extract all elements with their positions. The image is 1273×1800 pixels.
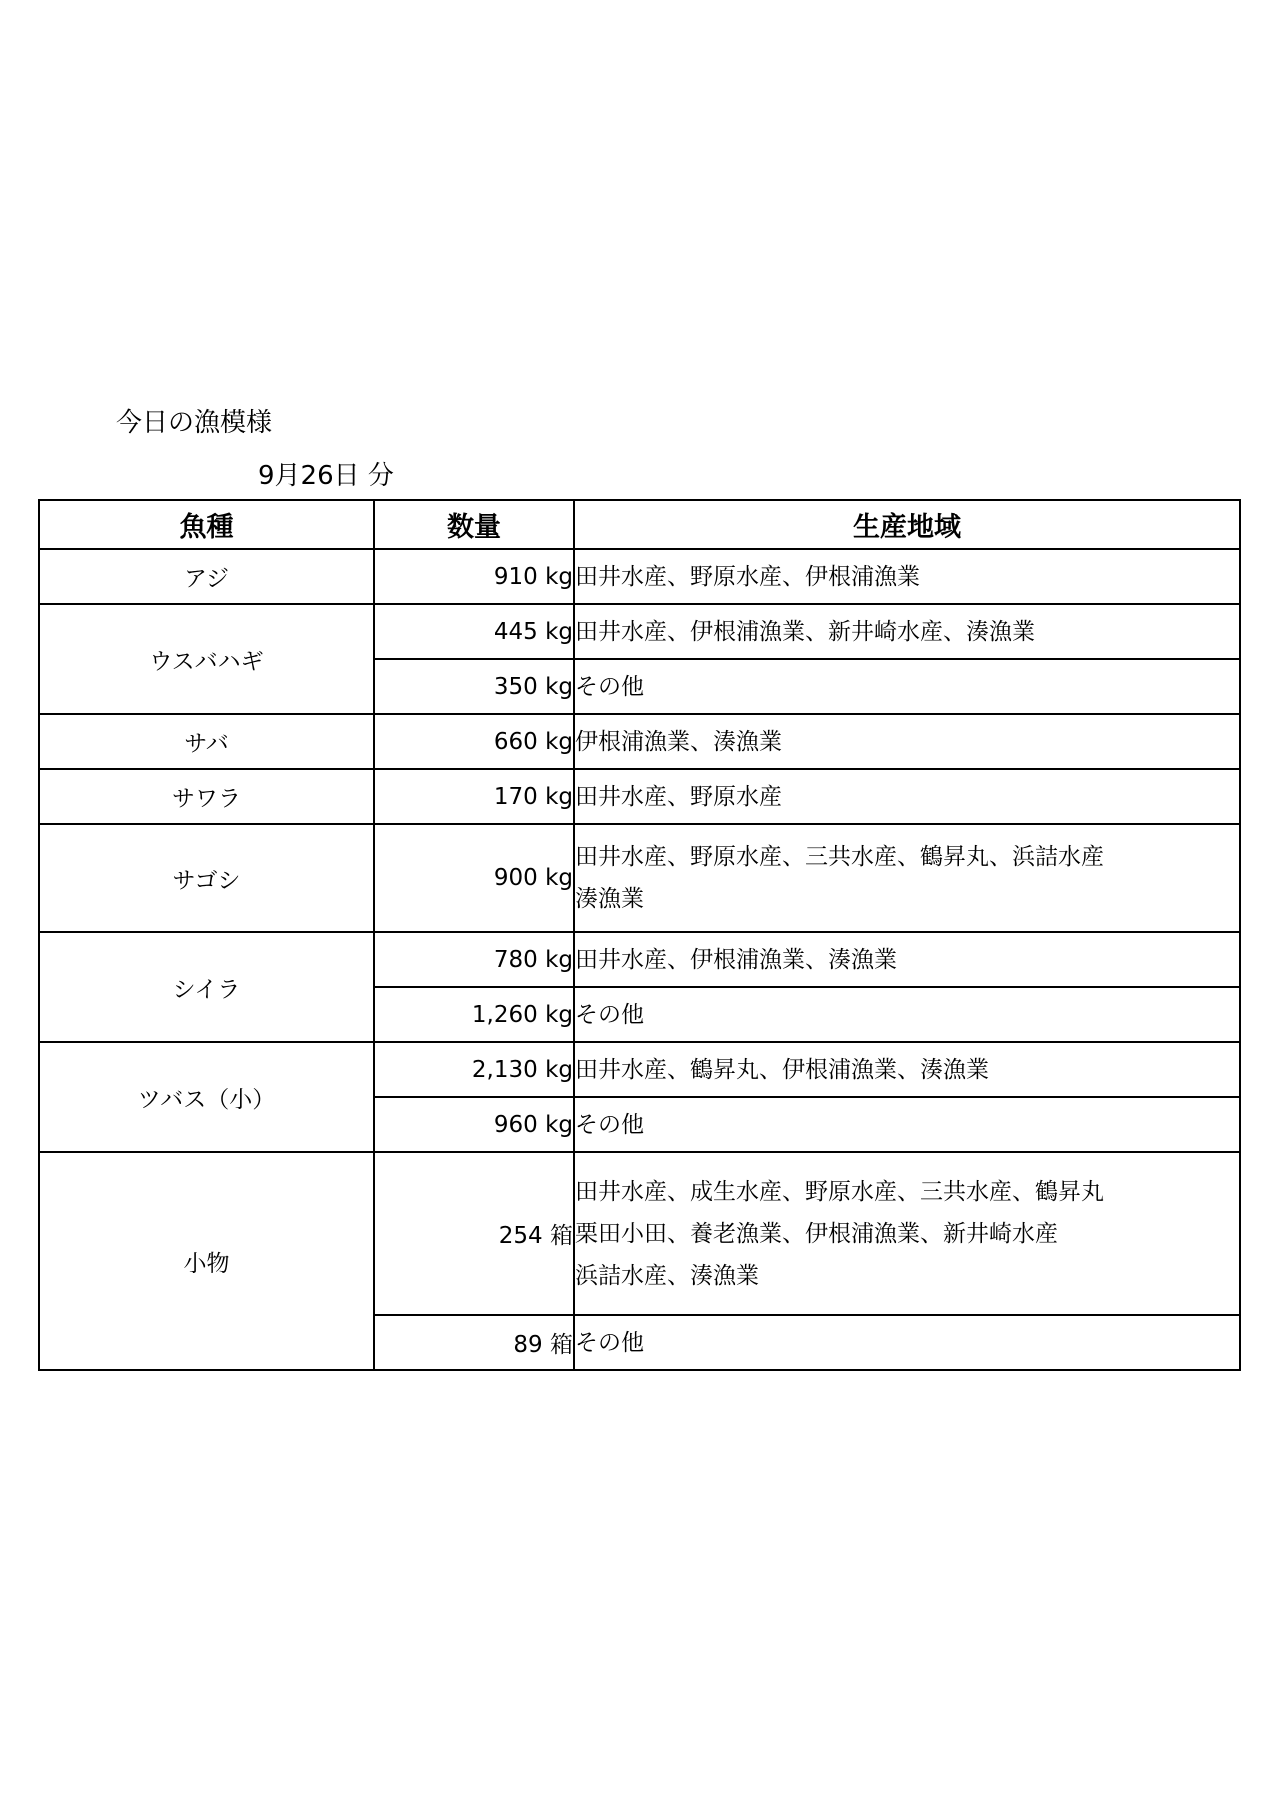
production-area [574, 549, 1240, 604]
production-area [574, 769, 1240, 824]
area-line: 田井水産、伊根浦漁業、湊漁業 [575, 946, 897, 973]
fish-name: 小物 [39, 1152, 374, 1370]
area-line: その他 [575, 1001, 644, 1028]
production-area [574, 714, 1240, 769]
quantity: 170 kg [374, 769, 574, 824]
area-line: 田井水産、野原水産、三共水産、鶴昇丸、浜詰水産 [575, 844, 1104, 870]
production-area [574, 987, 1240, 1042]
production-area [574, 824, 1240, 932]
quantity: 900 kg [374, 824, 574, 932]
fish-name: シイラ [39, 932, 374, 1042]
quantity: 660 kg [374, 714, 574, 769]
fish-name: サゴシ [39, 824, 374, 932]
production-area [574, 1152, 1240, 1315]
table-row [39, 714, 1240, 769]
quantity: 780 kg [374, 932, 574, 987]
production-area [574, 1042, 1240, 1097]
quantity: 910 kg [374, 549, 574, 604]
table-row [39, 1042, 1240, 1097]
quantity: 254 箱 [374, 1152, 574, 1315]
area-line: 田井水産、伊根浦漁業、新井崎水産、湊漁業 [575, 618, 1035, 645]
table-row [39, 769, 1240, 824]
quantity: 2,130 kg [374, 1042, 574, 1097]
table-row [39, 1152, 1240, 1315]
area-line: 田井水産、成生水産、野原水産、三共水産、鶴昇丸 [575, 1178, 1104, 1205]
table-row [39, 549, 1240, 604]
area-line: 田井水産、鶴昇丸、伊根浦漁業、湊漁業 [575, 1056, 989, 1083]
area-line: 田井水産、野原水産 [575, 783, 782, 810]
production-area [574, 1097, 1240, 1152]
header-area: 生産地域 [574, 500, 1240, 549]
table-row [39, 932, 1240, 987]
production-area [574, 604, 1240, 659]
quantity: 89 箱 [374, 1315, 574, 1370]
fish-name: ウスバハギ [39, 604, 374, 714]
area-line: 栗田小田、養老漁業、伊根浦漁業、新井崎水産 [575, 1220, 1058, 1247]
area-line: 田井水産、野原水産、伊根浦漁業 [575, 563, 920, 590]
production-area [574, 1315, 1240, 1370]
area-line: 浜詰水産、湊漁業 [575, 1262, 759, 1289]
quantity: 350 kg [374, 659, 574, 714]
table-row [39, 824, 1240, 932]
quantity: 1,260 kg [374, 987, 574, 1042]
quantity: 445 kg [374, 604, 574, 659]
fish-name: サワラ [39, 769, 374, 824]
report-date: 9月26日 分 [258, 461, 394, 491]
catch-table [38, 499, 1241, 1371]
header-fish: 魚種 [39, 500, 374, 549]
area-line: 湊漁業 [575, 886, 644, 912]
header-quantity: 数量 [374, 500, 574, 549]
quantity: 960 kg [374, 1097, 574, 1152]
area-line: その他 [575, 673, 644, 700]
table-row [39, 604, 1240, 659]
fish-name: アジ [39, 549, 374, 604]
production-area [574, 659, 1240, 714]
area-line: 伊根浦漁業、湊漁業 [575, 728, 782, 755]
fish-name: ツバス（小） [39, 1042, 374, 1152]
page-title: 今日の漁模様 [116, 408, 273, 438]
production-area [574, 932, 1240, 987]
area-line: その他 [575, 1111, 644, 1138]
table-header-row [39, 500, 1240, 549]
fish-name: サバ [39, 714, 374, 769]
area-line: その他 [575, 1329, 644, 1356]
